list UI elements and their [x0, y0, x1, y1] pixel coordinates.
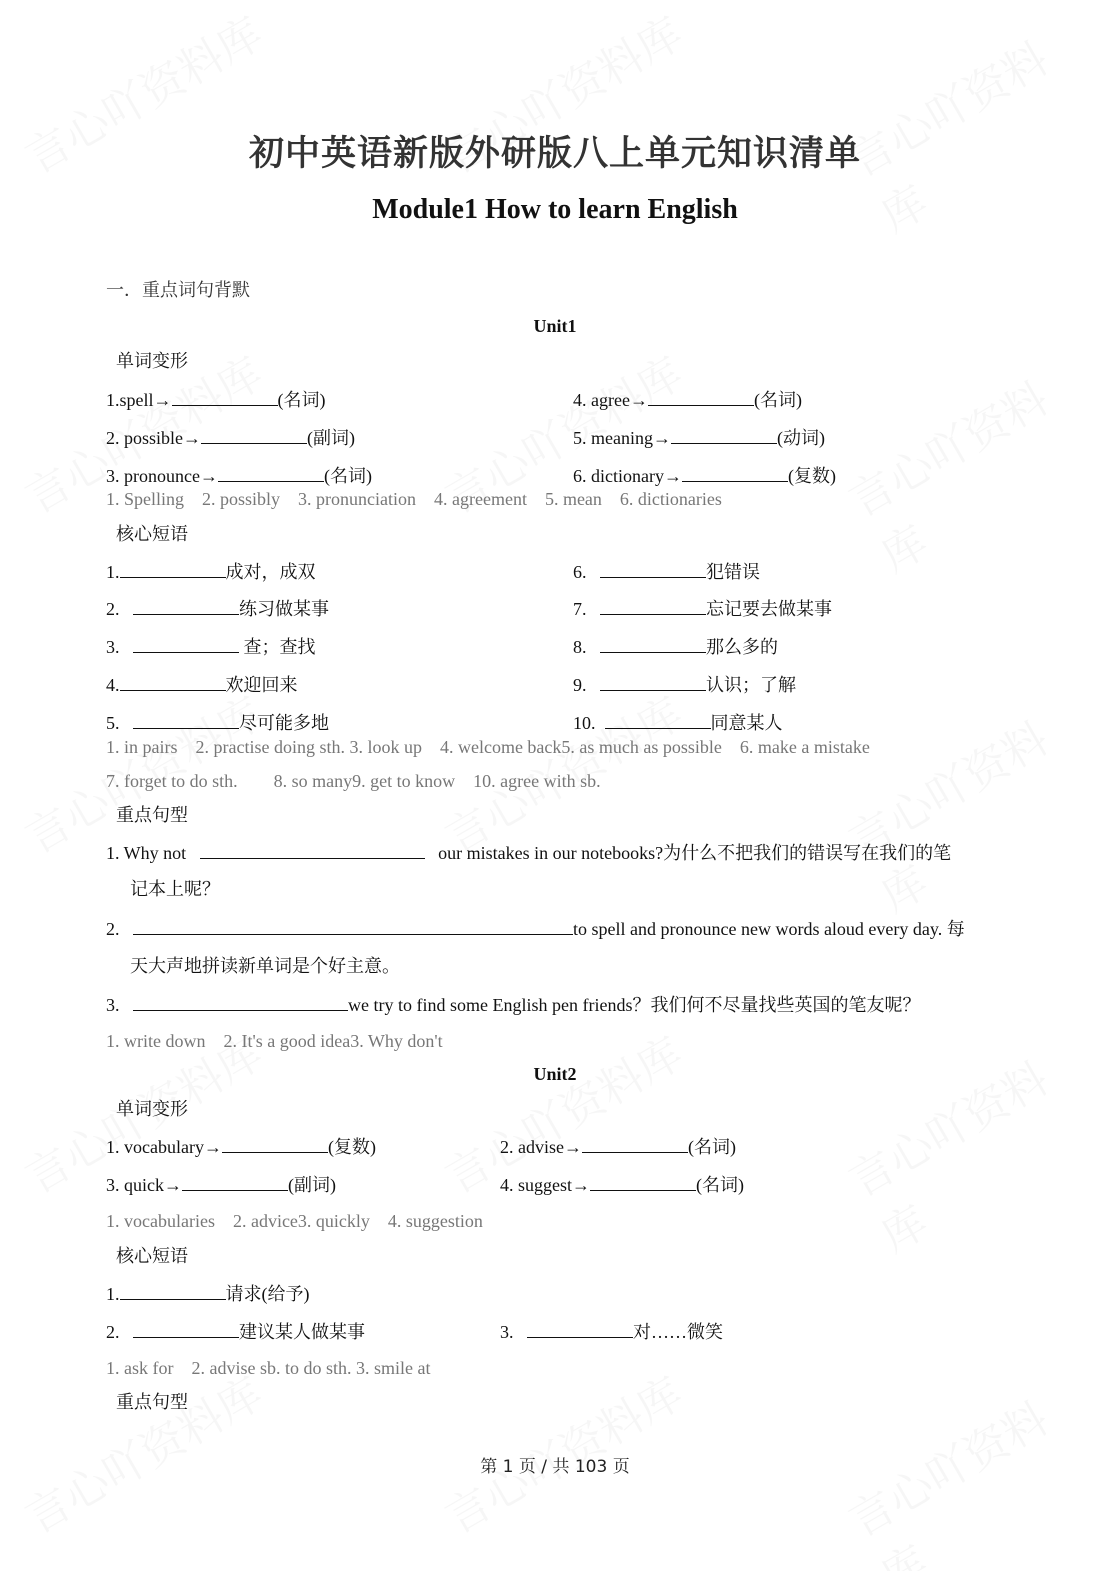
answer-blank[interactable] — [133, 993, 348, 1011]
phrase-item: 10. 同意某人 — [573, 713, 783, 733]
sentence-item: 2. to spell and pronounce new words aloud every day. 每 — [106, 919, 965, 939]
word-item: 1.spell→ (名词) — [106, 390, 326, 410]
answer-blank[interactable] — [120, 1282, 226, 1300]
answer-key: 1. vocabularies 2. advice3. quickly 4. suggestion — [106, 1211, 483, 1231]
phrase-item: 6. 犯错误 — [573, 562, 760, 582]
word-item: 3. pronounce→ (名词) — [106, 466, 372, 486]
answer-key: 1. Spelling 2. possibly 3. pronunciation 4. agreement 5. mean 6. dictionaries — [106, 489, 722, 509]
word-item: 5. meaning→ (动词) — [573, 428, 825, 448]
unit1-heading: Unit1 — [533, 316, 577, 336]
answer-blank[interactable] — [648, 388, 754, 406]
phrase-item: 1. 请求(给予) — [106, 1284, 310, 1304]
words-heading: 单词变形 — [116, 1099, 188, 1119]
phrase-item: 5. 尽可能多地 — [106, 713, 329, 733]
phrase-item: 1. 成对，成双 — [106, 562, 316, 582]
page-footer: 第 1 页 / 共 103 页 — [480, 1457, 630, 1477]
sentence-item: 1. Why not our mistakes in our notebooks?为什么不把我们的错误写在我们的笔 — [106, 843, 952, 863]
answer-blank[interactable] — [590, 1173, 696, 1191]
phrase-item: 3. 对……微笑 — [500, 1322, 723, 1342]
answer-blank[interactable] — [218, 464, 324, 482]
sentence-continuation: 记本上呢？ — [130, 879, 220, 899]
answer-blank[interactable] — [133, 597, 239, 615]
answer-blank[interactable] — [133, 711, 239, 729]
answer-blank[interactable] — [133, 917, 573, 935]
answer-blank[interactable] — [682, 464, 788, 482]
phrase-item: 4. 欢迎回来 — [106, 675, 298, 695]
sentence-item: 3. we try to find some English pen friends？我们何不尽量找些英国的笔友呢？ — [106, 995, 921, 1015]
answer-blank[interactable] — [182, 1173, 288, 1191]
answer-blank[interactable] — [600, 673, 706, 691]
phrase-item: 2. 建议某人做某事 — [106, 1322, 365, 1342]
answer-key: 7. forget to do sth. 8. so many9. get to know 10. agree with sb. — [106, 771, 601, 791]
answer-blank[interactable] — [133, 1320, 239, 1338]
answer-blank[interactable] — [201, 426, 307, 444]
answer-blank[interactable] — [582, 1135, 688, 1153]
word-item: 6. dictionary→ (复数) — [573, 466, 836, 486]
unit2-heading: Unit2 — [533, 1064, 577, 1084]
answer-key: 1. write down 2. It's a good idea3. Why don't — [106, 1031, 443, 1051]
sentences-heading: 重点句型 — [116, 805, 188, 825]
answer-blank[interactable] — [120, 673, 226, 691]
phrase-item: 9. 认识；了解 — [573, 675, 796, 695]
document-title: 初中英语新版外研版八上单元知识清单 — [248, 133, 861, 174]
answer-key: 1. in pairs 2. practise doing sth. 3. look up 4. welcome back5. as much as possible 6. make a mistake — [106, 737, 870, 757]
phrases-heading: 核心短语 — [116, 524, 188, 544]
watermark — [835, 344, 1110, 585]
phrase-item: 8. 那么多的 — [573, 637, 778, 657]
word-item: 2. advise→ (名词) — [500, 1137, 736, 1157]
word-item: 1. vocabulary→ (复数) — [106, 1137, 376, 1157]
answer-blank[interactable] — [133, 635, 239, 653]
module-title: Module1 How to learn English — [372, 194, 738, 225]
sentences-heading: 重点句型 — [116, 1392, 188, 1412]
answer-blank[interactable] — [600, 560, 706, 578]
watermark — [835, 684, 1110, 925]
answer-blank[interactable] — [172, 388, 278, 406]
answer-blank[interactable] — [600, 635, 706, 653]
word-item: 2. possible→ (副词) — [106, 428, 356, 448]
answer-blank[interactable] — [600, 597, 706, 615]
word-item: 3. quick→ (副词) — [106, 1175, 336, 1195]
answer-key: 1. ask for 2. advise sb. to do sth. 3. smile at — [106, 1358, 431, 1378]
phrase-item: 2. 练习做某事 — [106, 599, 329, 619]
answer-blank[interactable] — [671, 426, 777, 444]
section-heading: 一．重点词句背默 — [106, 280, 250, 300]
phrases-heading: 核心短语 — [116, 1246, 188, 1266]
answer-blank[interactable] — [200, 841, 425, 859]
answer-blank[interactable] — [120, 560, 226, 578]
answer-blank[interactable] — [527, 1320, 633, 1338]
watermark — [835, 1024, 1110, 1265]
phrase-item: 7. 忘记要去做某事 — [573, 599, 832, 619]
phrase-item: 3. 查；查找 — [106, 637, 316, 657]
sentence-continuation: 天大声地拼读新单词是个好主意。 — [130, 956, 400, 976]
word-item: 4. agree→ (名词) — [573, 390, 802, 410]
words-heading: 单词变形 — [116, 351, 188, 371]
word-item: 4. suggest→ (名词) — [500, 1175, 744, 1195]
answer-blank[interactable] — [605, 711, 711, 729]
answer-blank[interactable] — [222, 1135, 328, 1153]
